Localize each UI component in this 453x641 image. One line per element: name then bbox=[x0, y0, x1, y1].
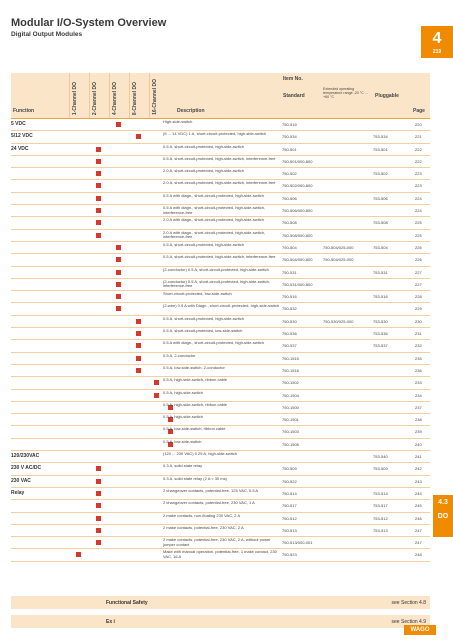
table-row bbox=[11, 549, 430, 561]
channel-marker bbox=[116, 294, 121, 299]
row-standard-itemno: 750-532 bbox=[282, 306, 297, 312]
row-standard-itemno: 750-1516 bbox=[282, 367, 299, 373]
row-standard-itemno: 750-1501 bbox=[282, 417, 299, 423]
channel-marker bbox=[96, 220, 101, 225]
row-page: 247 bbox=[415, 527, 422, 533]
channel-marker bbox=[136, 319, 141, 324]
row-pluggable-itemno: 753-506 bbox=[373, 195, 388, 201]
row-description: 0.5 A, short-circuit-protected, low-side-switch bbox=[163, 328, 243, 334]
row-function: 24 VDC bbox=[11, 145, 29, 152]
row-pluggable-itemno: 753-530 bbox=[373, 318, 388, 324]
row-page: 224 bbox=[415, 208, 422, 214]
row-standard-itemno: 750-504/000-800 bbox=[282, 257, 313, 263]
channel-marker bbox=[154, 380, 159, 385]
row-description: 0.5 A, short-circuit-protected, high-side-switch, interference-free bbox=[163, 155, 276, 161]
row-description: 2 make contacts, non-floating 230 VAC, 2 A bbox=[163, 512, 241, 518]
row-pluggable-itemno: 753-502 bbox=[373, 171, 388, 177]
header-function: Function bbox=[13, 108, 35, 114]
row-description: 2.0 A, short-circuit-protected, high-side-switch, interference-free bbox=[163, 180, 276, 186]
table-row bbox=[11, 267, 430, 279]
row-description: (2-conductor) 0.5 A, short-circuit-protected, high-side-switch bbox=[163, 266, 269, 272]
table-row bbox=[11, 365, 430, 377]
row-function: 230 V AC/DC bbox=[11, 465, 42, 472]
row-pluggable-itemno: 753-534 bbox=[373, 134, 388, 140]
row-page: 247 bbox=[415, 540, 422, 546]
row-description: 0.5 A, short-circuit-protected, high-side-switch bbox=[163, 143, 244, 149]
table-row bbox=[11, 242, 430, 254]
row-page: 225 bbox=[415, 220, 422, 226]
row-description: 0.3 A, solid state relay (2 A < 30 ms) bbox=[163, 475, 227, 481]
channel-marker bbox=[96, 491, 101, 496]
header-description: Description bbox=[177, 108, 205, 114]
table-row bbox=[11, 316, 430, 328]
channel-marker bbox=[116, 306, 121, 311]
row-pluggable-itemno: 753-513 bbox=[373, 527, 388, 533]
row-description: (2-wire) 0.5 A with Diagn., short-circuit-protected, high-side-switch bbox=[163, 303, 280, 309]
row-pluggable-itemno: 753-540 bbox=[373, 454, 388, 460]
row-standard-itemno: 750-517 bbox=[282, 503, 297, 509]
table-row bbox=[11, 291, 430, 303]
row-description: 2.0 A with diagn., short-circuit-protected, high-side-switch, interference-free bbox=[163, 229, 266, 240]
row-pluggable-itemno: 753-537 bbox=[373, 343, 388, 349]
footer-bar-functional-safety[interactable] bbox=[11, 596, 430, 609]
channel-marker bbox=[154, 393, 159, 398]
row-description: 0.5 A with diagn., short-circuit-protected, high-side-switch bbox=[163, 192, 264, 198]
row-page: 222 bbox=[415, 158, 422, 164]
table-row bbox=[11, 217, 430, 229]
row-standard-itemno: 750-522 bbox=[282, 478, 297, 484]
table-row bbox=[11, 390, 430, 402]
wago-logo: WAGO bbox=[404, 625, 436, 635]
header-8ch: 8-Channel DO bbox=[129, 73, 150, 118]
row-standard-itemno: 750-513/000-001 bbox=[282, 540, 313, 546]
row-description: 2 make contacts, potential-free, 230 VAC, 2 A bbox=[163, 524, 244, 530]
header-itemno: Item No. bbox=[283, 76, 303, 82]
row-pluggable-itemno: 753-514 bbox=[373, 490, 388, 496]
table-row bbox=[11, 193, 430, 205]
row-standard-itemno: 750-1502 bbox=[282, 380, 299, 386]
row-description: Make with manual operation, potential-free, 1 make contact, 230 VAC, 16 A bbox=[163, 549, 277, 559]
row-function: Relay bbox=[11, 489, 25, 496]
row-pluggable-itemno: 753-517 bbox=[373, 503, 388, 509]
row-standard-itemno: 750-523 bbox=[282, 552, 297, 558]
header-page: Page bbox=[413, 108, 425, 114]
row-description: 0.5 A with diagn., short-circuit-protected, high-side-switch bbox=[163, 340, 264, 346]
header-4ch: 4-Channel DO bbox=[109, 73, 130, 118]
row-standard-itemno: 750-1515 bbox=[282, 355, 299, 361]
row-standard-itemno: 750-509 bbox=[282, 466, 297, 472]
chapter-badge bbox=[421, 26, 453, 58]
row-page: 220 bbox=[415, 122, 422, 127]
footer-bar-ex-i[interactable] bbox=[11, 615, 430, 628]
row-page: 226 bbox=[415, 257, 422, 263]
row-pluggable-itemno: 753-501 bbox=[373, 146, 388, 152]
row-standard-itemno: 750-1505 bbox=[282, 441, 299, 447]
row-standard-itemno: 750-506 bbox=[282, 195, 297, 201]
row-page: 227 bbox=[415, 281, 422, 287]
row-standard-itemno: 750-512 bbox=[282, 515, 297, 521]
row-pluggable-itemno: 753-509 bbox=[373, 466, 388, 472]
row-standard-itemno: 750-534 bbox=[282, 134, 297, 140]
row-standard-itemno: 750-516 bbox=[282, 294, 297, 300]
channel-marker bbox=[116, 282, 121, 287]
row-standard-itemno: 750-513 bbox=[282, 527, 297, 533]
row-description: (5 ... 14 VDC) 1 A, short-circuit-protected, high-side-switch bbox=[163, 131, 267, 137]
table-row bbox=[11, 377, 430, 389]
row-description: High-side-switch bbox=[163, 119, 193, 124]
row-description: 2.0 A with diagn., short-circuit-protected, high-side-switch bbox=[163, 217, 264, 223]
channel-marker bbox=[136, 356, 141, 361]
table-row bbox=[11, 426, 430, 438]
table-row bbox=[11, 156, 430, 168]
table-row bbox=[11, 463, 430, 475]
row-standard-itemno: 750-531/000-800 bbox=[282, 281, 313, 287]
row-description: 0.5 A, low-side-switch bbox=[163, 438, 202, 444]
channel-marker bbox=[116, 257, 121, 262]
row-page: 242 bbox=[415, 466, 422, 472]
row-description: 0.5 A, high-side-switch, ribbon cable bbox=[163, 401, 228, 407]
table-row bbox=[11, 451, 430, 463]
row-page: 232 bbox=[415, 343, 422, 349]
channel-marker bbox=[96, 503, 101, 508]
row-function: 230 VAC bbox=[11, 477, 31, 484]
table-row bbox=[11, 279, 430, 291]
row-description: 0.5 A, high-side-switch bbox=[163, 389, 204, 395]
row-page: 241 bbox=[415, 454, 422, 460]
row-description: 2 make contacts, potential-free, 230 VAC, 2 A, without power jumper contact bbox=[163, 537, 271, 547]
row-extended-itemno: 750-504/025-000 bbox=[323, 257, 354, 263]
footer-bar-label: Functional Safety bbox=[106, 600, 148, 606]
row-page: 236 bbox=[415, 367, 422, 373]
header-2ch: 2-Channel DO bbox=[89, 73, 110, 118]
table-row bbox=[11, 525, 430, 537]
row-page: 248 bbox=[415, 552, 422, 558]
channel-marker bbox=[96, 159, 101, 164]
row-extended-itemno: 750-530/025-000 bbox=[323, 318, 354, 324]
channel-marker bbox=[116, 270, 121, 275]
row-pluggable-itemno: 753-512 bbox=[373, 515, 388, 521]
row-pluggable-itemno: 753-516 bbox=[373, 294, 388, 300]
table-row bbox=[11, 254, 430, 266]
row-standard-itemno: 750-536 bbox=[282, 331, 297, 337]
row-description: 0.5 A, low-side-switch, 2-conductor bbox=[163, 364, 225, 370]
table-row bbox=[11, 230, 430, 242]
row-standard-itemno: 750-504 bbox=[282, 244, 297, 250]
channel-marker bbox=[96, 528, 101, 533]
channel-marker bbox=[136, 331, 141, 336]
table-row bbox=[11, 402, 430, 414]
header-pluggable: Pluggable bbox=[375, 93, 399, 99]
row-standard-itemno: 750-506/000-800 bbox=[282, 208, 313, 214]
row-page: 223 bbox=[415, 171, 422, 177]
row-standard-itemno: 750-501 bbox=[282, 146, 297, 152]
table-row bbox=[11, 144, 430, 156]
table-row bbox=[11, 180, 430, 192]
channel-marker bbox=[96, 196, 101, 201]
row-standard-itemno: 750-501/000-800 bbox=[282, 158, 313, 164]
row-page: 231 bbox=[415, 331, 422, 337]
row-page: 222 bbox=[415, 146, 422, 152]
section-tab[interactable] bbox=[433, 495, 453, 537]
table-row bbox=[11, 414, 430, 426]
row-page: 240 bbox=[415, 441, 422, 447]
row-standard-itemno: 750-531 bbox=[282, 269, 297, 275]
table-row bbox=[11, 303, 430, 315]
row-function: 5 VDC bbox=[11, 121, 26, 127]
table-row bbox=[11, 353, 430, 365]
page-title: Modular I/O-System Overview bbox=[11, 17, 167, 29]
channel-marker bbox=[96, 479, 101, 484]
table-row bbox=[11, 513, 430, 525]
channel-marker bbox=[96, 147, 101, 152]
row-page: 224 bbox=[415, 195, 422, 201]
row-description: 0.3 A, solid state relay bbox=[163, 463, 203, 469]
row-page: 243 bbox=[415, 478, 422, 484]
row-standard-itemno: 750-1500 bbox=[282, 404, 299, 410]
row-page: 227 bbox=[415, 269, 422, 275]
header-16ch: 16-Channel DO bbox=[149, 73, 162, 118]
row-description: (120 ... 230 VAC) 0.25 A, high-side-switch bbox=[163, 451, 237, 457]
channel-marker bbox=[96, 171, 101, 176]
table-row bbox=[11, 439, 430, 451]
table-row bbox=[11, 537, 430, 549]
header-extended: Extended operating temperature range -20 °C ... +60 °C bbox=[323, 87, 368, 99]
table-row bbox=[11, 340, 430, 352]
row-page: 221 bbox=[415, 134, 422, 140]
row-description: 0.5 A, short-circuit-protected, high-side-switch, interference-free bbox=[163, 254, 276, 260]
channel-marker bbox=[136, 134, 141, 139]
row-page: 225 bbox=[415, 232, 422, 238]
table-row bbox=[11, 131, 430, 143]
footer-bar-ref[interactable]: see Section 4.8 bbox=[391, 600, 426, 606]
section-tab-number: 4.3 bbox=[438, 499, 448, 506]
channel-marker bbox=[96, 540, 101, 545]
row-description: 0.5 A, short-circuit-protected, high-side-switch bbox=[163, 241, 244, 247]
channel-marker bbox=[76, 552, 81, 557]
row-page: 244 bbox=[415, 490, 422, 496]
channel-marker bbox=[136, 343, 141, 348]
channel-marker bbox=[116, 122, 121, 127]
row-description: 0.5 A with diagn., short-circuit-protected, high-side-switch, interference-free bbox=[163, 205, 266, 215]
row-page: 230 bbox=[415, 318, 422, 324]
header-1ch: 1-Channel DO bbox=[69, 73, 90, 118]
header-standard: Standard bbox=[283, 93, 305, 99]
row-page: 245 bbox=[415, 503, 422, 509]
channel-marker bbox=[96, 233, 101, 238]
row-page: 226 bbox=[415, 244, 422, 250]
row-description: 0.5 A, high-side-switch, ribbon cable bbox=[163, 377, 228, 383]
row-page: 223 bbox=[415, 183, 422, 189]
row-pluggable-itemno: 753-504 bbox=[373, 244, 388, 250]
row-standard-itemno: 750-519 bbox=[282, 122, 297, 127]
row-standard-itemno: 750-502/000-800 bbox=[282, 183, 313, 189]
row-standard-itemno: 750-1504 bbox=[282, 392, 299, 398]
overview-table bbox=[11, 73, 430, 562]
row-page: 239 bbox=[415, 429, 422, 435]
page-subtitle: Digital Output Modules bbox=[11, 31, 83, 38]
row-standard-itemno: 750-537 bbox=[282, 343, 297, 349]
table-row bbox=[11, 476, 430, 488]
table-row bbox=[11, 500, 430, 512]
row-function: 5/12 VDC bbox=[11, 133, 33, 140]
row-page: 238 bbox=[415, 417, 422, 423]
channel-marker bbox=[96, 208, 101, 213]
table-header bbox=[11, 73, 430, 119]
section-tab-label: DO bbox=[437, 513, 449, 520]
row-pluggable-itemno: 753-531 bbox=[373, 269, 388, 275]
channel-marker bbox=[96, 466, 101, 471]
row-standard-itemno: 750-508/000-800 bbox=[282, 232, 313, 238]
channel-marker bbox=[116, 245, 121, 250]
row-description: 0.5 A, low-side-switch, ribbon cable bbox=[163, 426, 226, 432]
row-page: 237 bbox=[415, 404, 422, 410]
row-extended-itemno: 750-504/025-000 bbox=[323, 244, 354, 250]
row-description: 2 changeover contacts, potential-free, 230 VAC, 1 A bbox=[163, 500, 255, 506]
channel-marker bbox=[96, 516, 101, 521]
row-description: 0.5 A, short-circuit-protected, high-side-switch bbox=[163, 315, 244, 321]
row-page: 246 bbox=[415, 515, 422, 521]
row-function: 120/230VAC bbox=[11, 453, 40, 460]
channel-marker bbox=[136, 368, 141, 373]
row-page: 234 bbox=[415, 392, 422, 398]
row-page: 233 bbox=[415, 380, 422, 386]
table-row bbox=[11, 488, 430, 500]
footer-bar-label: Ex i bbox=[106, 619, 115, 625]
table-row bbox=[11, 328, 430, 340]
row-standard-itemno: 750-514 bbox=[282, 490, 297, 496]
row-page: 235 bbox=[415, 355, 422, 361]
row-pluggable-itemno: 753-508 bbox=[373, 220, 388, 226]
row-description: 0.5 A, 2-conductor bbox=[163, 352, 196, 358]
row-page: 228 bbox=[415, 294, 422, 300]
row-description: (2-conductor) 0.5 A, short-circuit-protected, high-side-switch, interference-free bbox=[163, 278, 270, 289]
table-row bbox=[11, 205, 430, 217]
row-description: Short-circuit-protected, low-side-switch bbox=[163, 291, 232, 297]
row-standard-itemno: 750-1503 bbox=[282, 429, 299, 435]
channel-marker bbox=[96, 183, 101, 188]
row-standard-itemno: 750-530 bbox=[282, 318, 297, 324]
footer-bar-ref[interactable]: see Section 4.9 bbox=[391, 619, 426, 625]
row-description: 2.0 A, short-circuit-protected, high-side-switch bbox=[163, 168, 244, 174]
table-row bbox=[11, 168, 430, 180]
page-number: 219 bbox=[432, 49, 442, 55]
row-pluggable-itemno: 753-536 bbox=[373, 331, 388, 337]
row-standard-itemno: 750-508 bbox=[282, 220, 297, 226]
row-standard-itemno: 750-502 bbox=[282, 171, 297, 177]
row-page: 229 bbox=[415, 306, 422, 312]
table-row bbox=[11, 119, 430, 131]
row-description: 0.5 A, high-side-switch bbox=[163, 414, 204, 420]
row-description: 2 changeover contacts, potential-free, 125 VAC, 0.5 A bbox=[163, 487, 259, 493]
table-body bbox=[11, 119, 430, 562]
chapter-number: 4 bbox=[432, 30, 442, 47]
